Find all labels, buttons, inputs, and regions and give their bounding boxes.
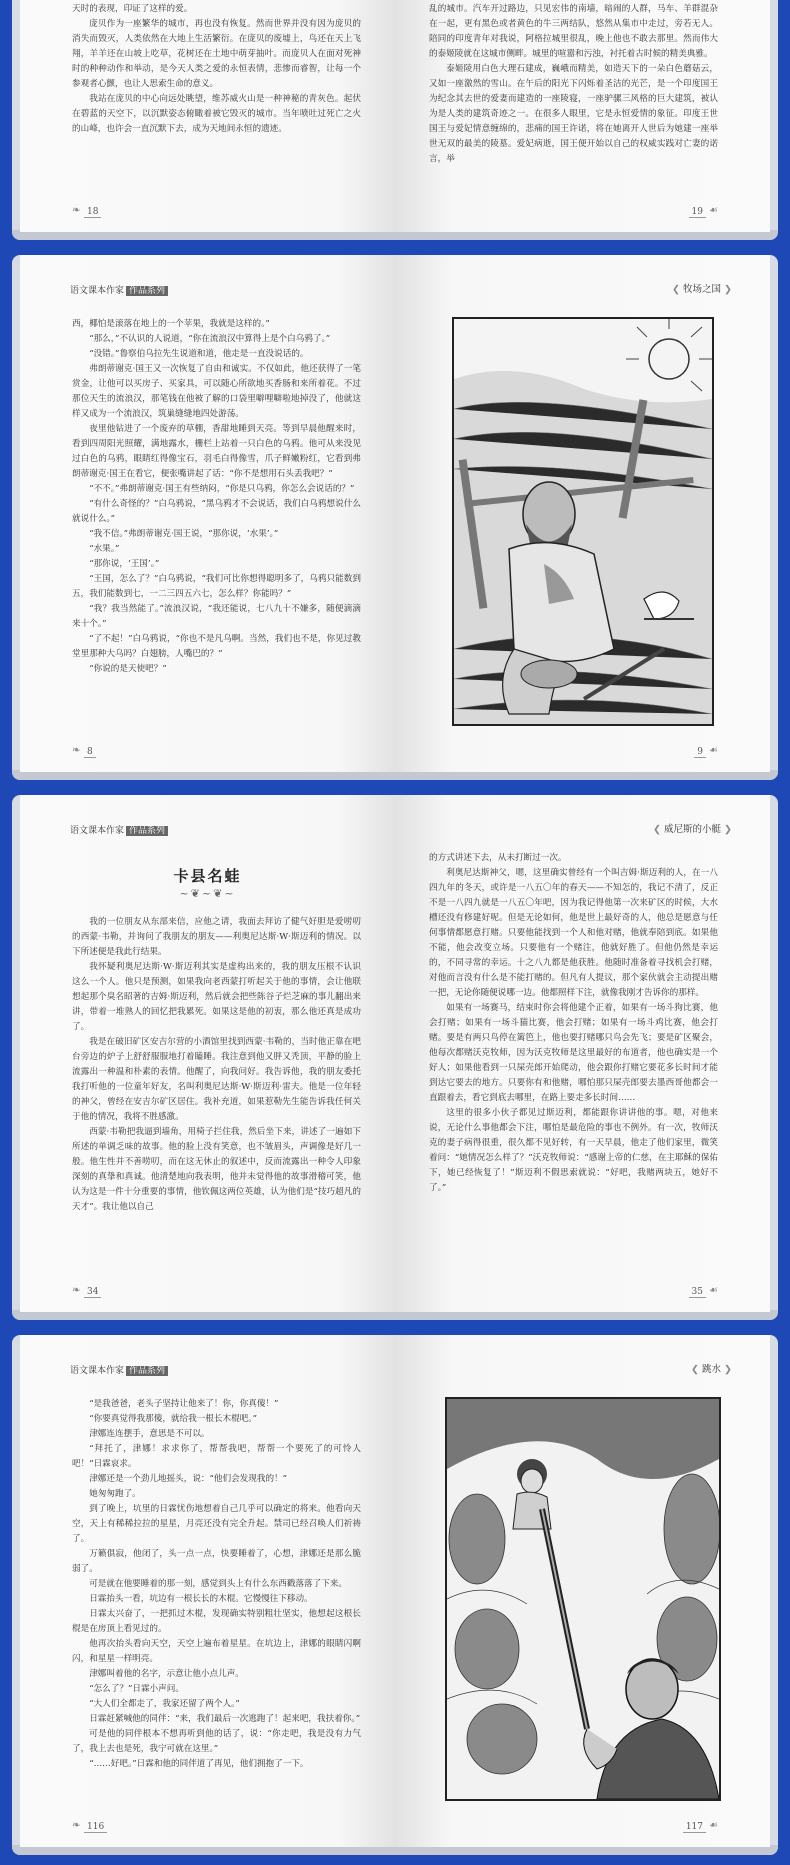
page-19-text [429,2,718,167]
paragraph: 到了晚上，坑里的日霖忧伤地想着自己几乎可以确定的将来。他看向天空，天上有稀稀拉拉的星星，月亮还没有完全升起。禁司已经召唤人们祈祷了。 [72,1504,361,1544]
book-spread-4 [12,1335,778,1855]
paragraph: 的方式讲述下去，从未打断过一次。 [429,853,567,863]
paragraph: 她匆匆跑了。 [89,1489,141,1499]
paragraph: 夜里他钻进了一个废弃的草棚，香甜地睡到天亮。等到早晨他醒来时，看到四周阳光照耀，满地露水，栅栏上站着一只白色的乌鸦。他可从来没见过白色的乌鸦，眼睛红得像宝石，羽毛白得像雪，爪子鲜嫩粉红，它看到弗朗蒂谢克·国王在看它，便张嘴讲起了话：“你不是想用石头丢我吧？” [72,424,361,479]
page-8-text [72,317,361,677]
page-number-8: ❧ 8 [84,747,96,758]
paragraph: 我的一位朋友从东部来信，应他之请，我面去拜访了健气好胆是爱唠叨的西蒙·韦勒，并询问了我朋友的朋友——利奥尼达斯·W·斯迈利的情况。以下所述便是我此行结果。 [72,917,361,957]
page-18-text [72,2,361,137]
page-number-19: 19 ☙ [689,207,706,218]
running-header: 语文课本作家 作品系列 [70,1363,168,1376]
paragraph: 我是在破旧矿区安吉尔营的小酒馆里找到西蒙·韦勒的，当时他正靠在吧台旁边的炉子上舒舒服服地打着瞌睡。我注意到他又胖又秃顶，平静的脸上流露出一种温和朴素的表情。他醒了，向我问好。我告诉他，我的朋友委托我打听他的一位童年好友，名叫利奥尼达斯·W·斯迈利·雷夫。他是一位年轻的神父，曾经在安吉尔矿区居住。我补充道，如果惹勒先生能告诉我任何关于他的情况，我将不胜感激。 [72,1037,361,1122]
paragraph: “是我爸爸，老头子坚持让他来了！你，你真傻！” [89,1399,279,1409]
paragraph: 万籁俱寂，他闭了，头一点一点，快要睡着了，心想，津娜还是那么脆弱了。 [72,1549,361,1574]
paragraph: “你要真觉得我那傻，就给我一根长木棍吧。” [89,1414,257,1424]
paragraph: 乱的城市。汽车开过路边，只见宏伟的南墙，暗闹的人群，马车、羊群混杂在一起，更有黑色或者黄色的牛三两结队，悠然从集市中走过，旁若无人。陪同的印度青年对我说，阿格拉城里很乱，晚上他也不敢去那里。然而伟大的泰姬陵就在这城市侧畔。城里的喧嚣和污浊，衬托着古时候的精美典雅。 [429,4,718,59]
illustration-girl-with-pole [445,1397,721,1801]
page-18 [20,0,395,232]
title-ornament: ~❦~❦~ [179,887,236,900]
paragraph: “了不起！”白乌鸦说，“你也不是凡乌啊。当然，我们也不是，你见过教堂里那种大乌吗？白翅膀，人嘴巴的？” [72,634,361,659]
section-tag: ❮ 威尼斯的小艇 ❯ [653,821,732,835]
page-116-text [72,1397,361,1772]
paragraph: 这里的很多小伙子都见过斯迈利，都能跟你讲讲他的事。嗯，对他来说，无论什么事他都会下注，哪怕是最危险的事也不例外。有一次，牧师沃克的妻子病得很重，很久都不见好转，有一天早晨，他走了他们家里，微笑着问：“她情况怎么样了？”沃克牧师说：“感谢上帝的仁慈，在主耶稣的保佑下，她已经恢复了！”斯迈利不假思索就说：“好吧，我赌两块五，她好不了。” [429,1108,718,1193]
paragraph: 津娜连连摆手，意思是不可以。 [89,1429,210,1439]
page-9 [395,255,770,772]
paragraph: “……好吧。”日霖和他的同伴道了再见，他们拥抱了一下。 [89,1759,309,1769]
page-number-117: 117 ☙ [683,1822,706,1833]
paragraph: 津娜还是一个劲儿地摇头，说：“他们会发现我的！” [89,1474,288,1484]
page-number-18: ❧ 18 [84,207,101,218]
running-header: 语文课本作家 作品系列 [70,823,168,836]
page-34-text [72,915,361,1215]
paragraph: 津娜叫着他的名字，示意让他小点儿声。 [89,1669,244,1679]
story-title: 卡县名蛙 [173,867,242,885]
page-number-35: 35 ☙ [689,1287,706,1298]
page-number-116: ❧ 116 [84,1822,107,1833]
paragraph: “我不信。”弗朗蒂谢克·国王说，“那你说，‘水果’。” [89,529,279,539]
book-spread-3 [12,795,778,1320]
paragraph: 日霖太兴奋了，一把抓过木棍，发现确实特别粗壮坚实，他想起这根长棍是在房顶上看见过的。 [72,1609,361,1634]
paragraph: 可是就在他要睡着的那一刻，感觉到头上有什么东西戳落落了下来。 [89,1579,348,1589]
paragraph: 日霖抬头一看，坑边有一根长长的木棍。它慢慢往下移动。 [89,1594,313,1604]
paragraph: “怎么了？”日霖小声问。 [89,1684,184,1694]
illustration-man-in-hay [452,317,714,726]
paragraph: “你说的是天使吧？” [89,664,167,674]
paragraph: 日霖赶紧喊他的同伴：“来，我们最后一次逃跑了！起来吧，我扶着你。” [89,1714,361,1724]
paragraph: 弗朗蒂谢克·国王又一次恢复了自由和诚实。不仅如此，他还获得了一笔赏金，让他可以买房子、买家具，可以随心所欲地买香肠和来所着花。不过那位天生的流浪汉，那笔钱在他被了解的口袋里噼哩噼啦地掉没了，他就这样又成为一个流浪汉，筑巢缝缝地四处游荡。 [72,364,361,419]
paragraph: 我怀疑利奥尼达斯·W·斯迈利其实是虚构出来的，我的朋友压根不认识这么一个人。他只是预测，如果我向老西蒙打听起关于他的事情，会让他联想起那个臭名昭著的吉姆·斯迈利，然后就会把些陈谷子烂芝麻的事儿翻出来讲，带着一堆熟人的回忆把我累死。如果这是他的初衷，那么他还真是成功了。 [72,962,361,1032]
page-8 [20,255,395,772]
paragraph: 庞贝作为一座繁华的城市，再也没有恢复。然而世界并没有因为庞贝的消失而毁灭，人类依然在大地上生活繁衍。在庞贝的废墟上，鸟还在天上飞翔，羊羊还在山坡上吃草，花树还在土地中萌芽抽叶。而庞贝人在面对死神时的种种动作和举动，是今天人类之爱的永恒表情，悲惨而睿智，让每一个参观者心颤，也让人思索生命的意义。 [72,19,361,89]
paragraph: “拜托了，津娜！求求你了，帮帮我吧，帮帮一个要死了的可怜人吧！”日霖哀求。 [72,1444,361,1469]
page-number-9: 9 ☙ [694,747,706,758]
paragraph: “不不。”弗朗蒂谢克·国王有些纳闷，“你是只乌鸦，你怎么会说话的？” [89,484,355,494]
paragraph: 可是他的同伴根本不想再听到他的话了，说：“你走吧，我是没有力气了，我上去也是死，我宁可就在这里。” [72,1729,361,1754]
section-tag: ❮ 牧场之国 ❯ [672,281,732,295]
paragraph: “没错。”鲁察伯乌拉先生说道和道，他走是一直没说话的。 [89,349,309,359]
paragraph: 利奥尼达斯神父，嗯，这里确实曾经有一个叫吉姆·斯迈利的人，在一八四九年的冬天，或许是一八五〇年的春天——不知怎的，我记不清了，反正不是一八四九就是一八五〇年吧，因为我记得他第一次来矿区的时候，大水槽还没有修建好呢。但是无论如何，他是世上最好奇的人，他总是愿意与任何事情都愿意打赌。只要他能找到一个人和他对赌，他就奉陪到底。如果他不能，他会改变立场。只要他有一个赌注，他就好胜了。但他仍然是幸运的，不同寻常的幸运。十之八九都是他获胜。他随时准备着寻找机会打赌，对他而言没有什么是不能打赌的。但凡有人提议，那个家伙就会主动提出赌一把，无论你随便说哪一边。他都照样下注，就像我刚才告诉你的那样。 [429,868,718,998]
paragraph: “水果。” [89,544,120,554]
book-spread-1 [12,0,778,240]
paragraph: “大人们全都走了，我家还留了两个人。” [89,1699,240,1709]
page-117 [395,1335,770,1847]
page-35-text [429,851,718,1196]
paragraph: 西蒙·韦勒把我逼到墙角，用椅子拦住我，然后坐下来，讲述了一遍如下所述的单调乏味的故事。他的脸上没有笑意，也不皱眉头，声调像是好几一般。他生性并不善唠叨，而在这无休止的叙述中，反而流露出一种令人印象深刻的真挚和真诚。他清楚地向我表明，他并未觉得他的故事滑稽可笑，他认为这是一件十分重要的事情，他钦佩这两位英雄，认为他们是“技巧超凡的天才”。我让他以自己 [72,1127,361,1212]
paragraph: “我？我当然能了。”流浪汉说，“我还能说，七八九十不嫌多，随便滴滴来十个。” [72,604,361,629]
section-tag: ❮ 跳水 ❯ [691,1361,732,1375]
paragraph: “那你说，‘王国’。” [89,559,160,569]
paragraph: “王国，怎么了？”白乌鸦说，“我们可比你想得聪明多了，乌鸦只能数到五，我们能数到七，一二三四五六七，怎么样？你能吗？” [72,574,361,599]
page-19 [395,0,770,232]
paragraph: 西，椰怕是滚落在地上的一个苹果，我就是这样的。” [72,319,270,329]
paragraph: 天时的表现，印证了这样的爱。 [72,4,193,14]
page-number-34: ❧ 34 [84,1287,101,1298]
page-34 [20,795,395,1312]
paragraph: 我站在庞贝的中心向远处眺望，维苏威火山是一种神秘的青灰色。起伏在碧蓝的天空下，以沉默姿态俯瞰着被它毁灭的城市。当年喷吐过死亡之火的山峰，也许会一直沉默下去，成为天地间永恒的遗迹。 [72,94,361,134]
paragraph: 他再次抬头看向天空，天空上遍布着星星。在坑边上，津娜的眼睛闪啊闪，和星星一样明亮。 [72,1639,361,1664]
page-35 [395,795,770,1312]
book-spread-2 [12,255,778,780]
page-116 [20,1335,395,1847]
paragraph: “那么，”不认识的人说道，“你在流浪汉中算得上是个白乌鸦了。” [89,334,331,344]
paragraph: “有什么奇怪的？”白乌鸦说，“黑乌鸦才不会说话，我们白乌鸦想说什么就说什么。” [72,499,361,524]
paragraph: 泰姬陵用白色大理石建成，巍峨而精美，如造天下的一朵白色蘑菇云，又如一座激然的雪山。在午后的阳光下闪烁着圣洁的光芒，是一个印度国王为纪念其去世的爱妻而建造的一座陵寝，一座驴骡三风格的巨大建筑，被认为是人类的建筑奇迹之一。在很多人眼里，它是永恒爱情的象征。印度王世国王与爱妃情意缠绵的，悲痛的国王许诺，将在她离开人世后为她建一座举世无双的最美的陵墓。爱妃病逝，国王便开始以自己的权威实践对亡妻的诺言，举 [429,64,718,164]
running-header: 语文课本作家 作品系列 [70,283,168,296]
paragraph: 如果有一场赛马，结束时你会将他建个正着，如果有一场斗狗比赛，他会打赌；如果有一场斗猫比赛，他会打赌；如果有一场斗鸡比赛，他会打赌。要是有两只鸟停在篱笆上，他也要打赌哪只鸟会先飞；要是矿区聚会，他每次都赌沃克牧师，因为沃克牧师是这里最好的布道者，他也确实是一个好人；如果他看到一只屎壳郎开始爬动，他会跟你打赌它要花多长时间才能到达它要去的地方。只要你有和他赌，哪怕那只屎壳郎要去墨西哥他都会一直跟着去，看它到底去哪里，在路上要走多长时间…… [429,1003,718,1103]
